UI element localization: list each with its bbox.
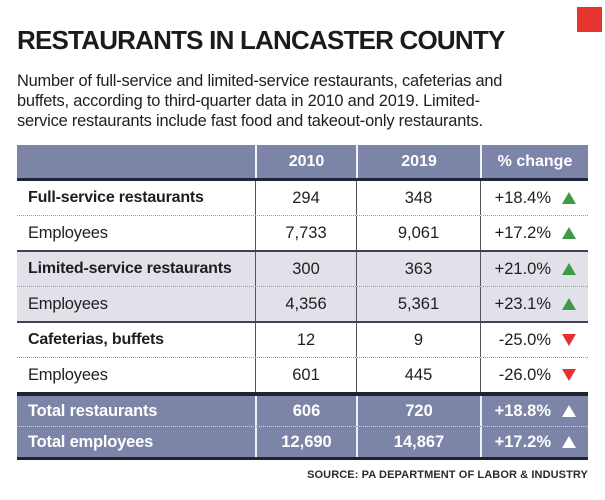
pct-change-value: -25.0% [498, 330, 551, 349]
description-line: Number of full-service and limited-service restaurants, cafeterias and [17, 72, 503, 91]
up-triangle-icon [562, 263, 576, 275]
table-row-total [17, 396, 588, 426]
value-2019: 14,867 [356, 427, 480, 457]
value-2019: 720 [356, 396, 480, 426]
value-2019: 9,061 [356, 216, 480, 250]
header-cell-pct-change: % change [480, 145, 588, 178]
value-2010: 294 [255, 181, 356, 215]
up-triangle-icon [562, 192, 576, 204]
table-row [17, 286, 588, 321]
up-triangle-icon [562, 405, 576, 417]
value-2019: 445 [356, 358, 480, 392]
pct-change-cell [480, 358, 588, 392]
pct-change-value: +18.8% [494, 401, 551, 420]
row-label: Total employees [28, 432, 154, 451]
pct-change-cell [480, 287, 588, 321]
up-triangle-icon [562, 227, 576, 239]
header-cell-2010: 2010 [255, 145, 356, 178]
row-label: Full-service restaurants [28, 189, 204, 207]
value-2010: 601 [255, 358, 356, 392]
row-label: Employees [28, 365, 108, 384]
down-triangle-icon [562, 369, 576, 381]
value-2010: 7,733 [255, 216, 356, 250]
row-label: Cafeterias, buffets [28, 331, 164, 349]
pct-change-cell [480, 396, 588, 426]
pct-change-cell [480, 252, 588, 286]
up-triangle-icon [562, 298, 576, 310]
value-2019: 5,361 [356, 287, 480, 321]
pct-change-cell [480, 427, 588, 457]
value-2010: 606 [255, 396, 356, 426]
value-2019: 9 [356, 323, 480, 357]
down-triangle-icon [562, 334, 576, 346]
data-table [17, 145, 588, 460]
row-label: Employees [28, 223, 108, 242]
page-title: RESTAURANTS IN LANCASTER COUNTY [17, 25, 505, 55]
description-line: service restaurants include fast food and takeout-only restaurants. [17, 112, 483, 131]
pct-change-value: +17.2% [494, 432, 551, 451]
pct-change-value: +18.4% [494, 188, 551, 207]
section-limited-service [17, 250, 588, 321]
table-row-total [17, 426, 588, 457]
section-cafeterias [17, 321, 588, 392]
pct-change-cell [480, 323, 588, 357]
pct-change-cell [480, 216, 588, 250]
value-2010: 12 [255, 323, 356, 357]
table-row [17, 181, 588, 215]
value-2010: 12,690 [255, 427, 356, 457]
table-row [17, 357, 588, 392]
source-credit: SOURCE: PA DEPARTMENT OF LABOR & INDUSTRY [307, 469, 588, 482]
table-row [17, 215, 588, 250]
table-header-row [17, 145, 588, 181]
description [17, 71, 588, 131]
row-label: Limited-service restaurants [28, 260, 232, 278]
up-triangle-icon [562, 436, 576, 448]
value-2010: 4,356 [255, 287, 356, 321]
table-row [17, 252, 588, 286]
pct-change-value: -26.0% [498, 365, 551, 384]
pct-change-value: +21.0% [494, 259, 551, 278]
totals-section [17, 392, 588, 460]
row-label: Total restaurants [28, 401, 158, 420]
pct-change-cell [480, 181, 588, 215]
value-2019: 348 [356, 181, 480, 215]
value-2019: 363 [356, 252, 480, 286]
brand-logo-square [577, 7, 602, 32]
header-cell-2019: 2019 [356, 145, 480, 178]
table-row [17, 323, 588, 357]
pct-change-value: +17.2% [494, 223, 551, 242]
value-2010: 300 [255, 252, 356, 286]
header-cell-blank [17, 145, 255, 178]
description-line: buffets, according to third-quarter data in 2010 and 2019. Limited- [17, 92, 480, 111]
section-full-service [17, 181, 588, 250]
pct-change-value: +23.1% [494, 294, 551, 313]
row-label: Employees [28, 294, 108, 313]
